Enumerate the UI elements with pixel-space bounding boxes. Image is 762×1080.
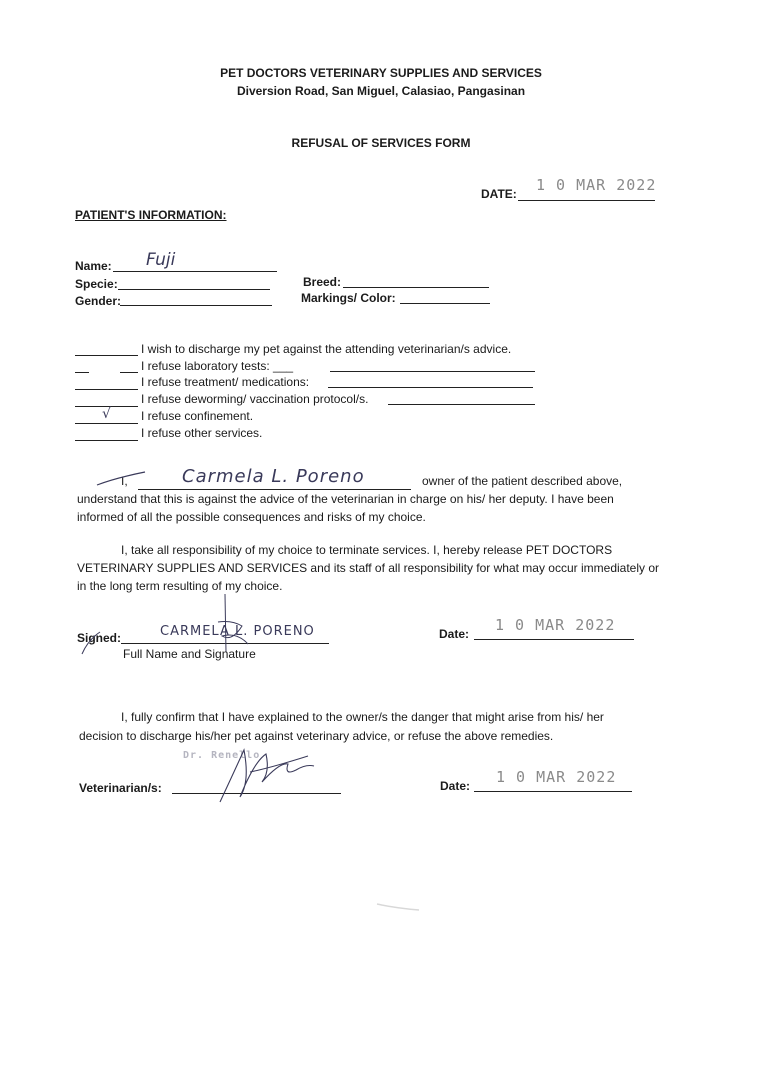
signed-date-label: Date: <box>439 627 470 641</box>
form-title: REFUSAL OF SERVICES FORM <box>291 136 471 150</box>
name-label: Name: <box>75 259 112 273</box>
option-confinement: I refuse confinement. <box>141 409 254 423</box>
specie-label: Specie: <box>75 277 118 291</box>
name-line <box>113 271 277 272</box>
release-line-3: in the long term resulting of my choice. <box>77 579 283 593</box>
statement-prefix: I, <box>121 474 128 488</box>
signed-date-value: 1 0 MAR 2022 <box>495 616 616 634</box>
option-deworming-line <box>388 404 535 405</box>
signed-name-handwritten: CARMELA L. PORENO <box>160 624 315 639</box>
option-blank <box>75 355 138 356</box>
vet-signature-icon <box>210 742 320 808</box>
gender-line <box>120 305 272 306</box>
date-top-label: DATE: <box>481 187 517 201</box>
release-line-1: I, take all responsibility of my choice to terminate services. I, hereby release PET DOCTORS <box>121 543 613 557</box>
option-treatment: I refuse treatment/ medications: <box>141 375 310 389</box>
signature-stroke-icon <box>95 470 155 490</box>
name-value: Fuji <box>146 250 176 270</box>
owner-name-line <box>138 489 411 490</box>
markings-line <box>400 303 490 304</box>
company-name: PET DOCTORS VETERINARY SUPPLIES AND SERVICES <box>220 66 542 80</box>
vet-confirm-line-1: I, fully confirm that I have explained to the owner/s the danger that might arise from his/ her <box>121 710 604 724</box>
specie-line <box>118 289 270 290</box>
option-treatment-line <box>328 387 533 388</box>
veterinarian-label: Veterinarian/s: <box>79 781 162 795</box>
date-top-value: 1 0 MAR 2022 <box>536 176 657 194</box>
patient-section-title: PATIENT'S INFORMATION: <box>75 208 227 222</box>
date-top-line <box>518 200 655 201</box>
breed-line <box>343 287 489 288</box>
vet-confirm-line-2: decision to discharge his/her pet against veterinary advice, or refuse the above remedies. <box>79 729 554 743</box>
signed-caption: Full Name and Signature <box>123 647 256 661</box>
statement-line-2: understand that this is against the advice of the veterinarian in charge on his/ her deputy. I have been <box>77 492 614 506</box>
company-address: Diversion Road, San Miguel, Calasiao, Pangasinan <box>236 84 526 98</box>
option-blank <box>75 372 89 373</box>
vet-stamp: Dr. Renello <box>183 750 261 761</box>
option-other: I refuse other services. <box>141 426 263 440</box>
markings-label: Markings/ Color: <box>301 291 396 305</box>
option-lab-tests: I refuse laboratory tests: ___ <box>141 359 294 373</box>
statement-owner-of: owner of the patient described above, <box>422 474 623 488</box>
option-confinement-checkmark: √ <box>102 406 111 422</box>
option-blank <box>120 372 138 373</box>
signed-date-line <box>474 639 634 640</box>
vet-date-line <box>474 791 632 792</box>
option-blank <box>75 440 138 441</box>
signed-label: Signed: <box>77 631 121 645</box>
option-blank <box>75 389 138 390</box>
option-discharge: I wish to discharge my pet against the attending veterinarian/s advice. <box>141 342 512 356</box>
scan-smudge <box>375 900 425 920</box>
option-lab-tests-line <box>330 371 535 372</box>
vet-date-label: Date: <box>440 779 471 793</box>
release-line-2: VETERINARY SUPPLIES AND SERVICES and its staff of all responsibility for what may occur immediately or <box>77 561 660 575</box>
gender-label: Gender: <box>75 294 122 308</box>
option-blank <box>75 423 138 424</box>
vet-date-value: 1 0 MAR 2022 <box>496 768 617 786</box>
option-deworming: I refuse deworming/ vaccination protocol/s. <box>141 392 369 406</box>
owner-name-handwritten: Carmela L. Poreno <box>182 466 365 487</box>
statement-line-3: informed of all the possible consequences and risks of my choice. <box>77 510 426 524</box>
breed-label: Breed: <box>303 275 342 289</box>
